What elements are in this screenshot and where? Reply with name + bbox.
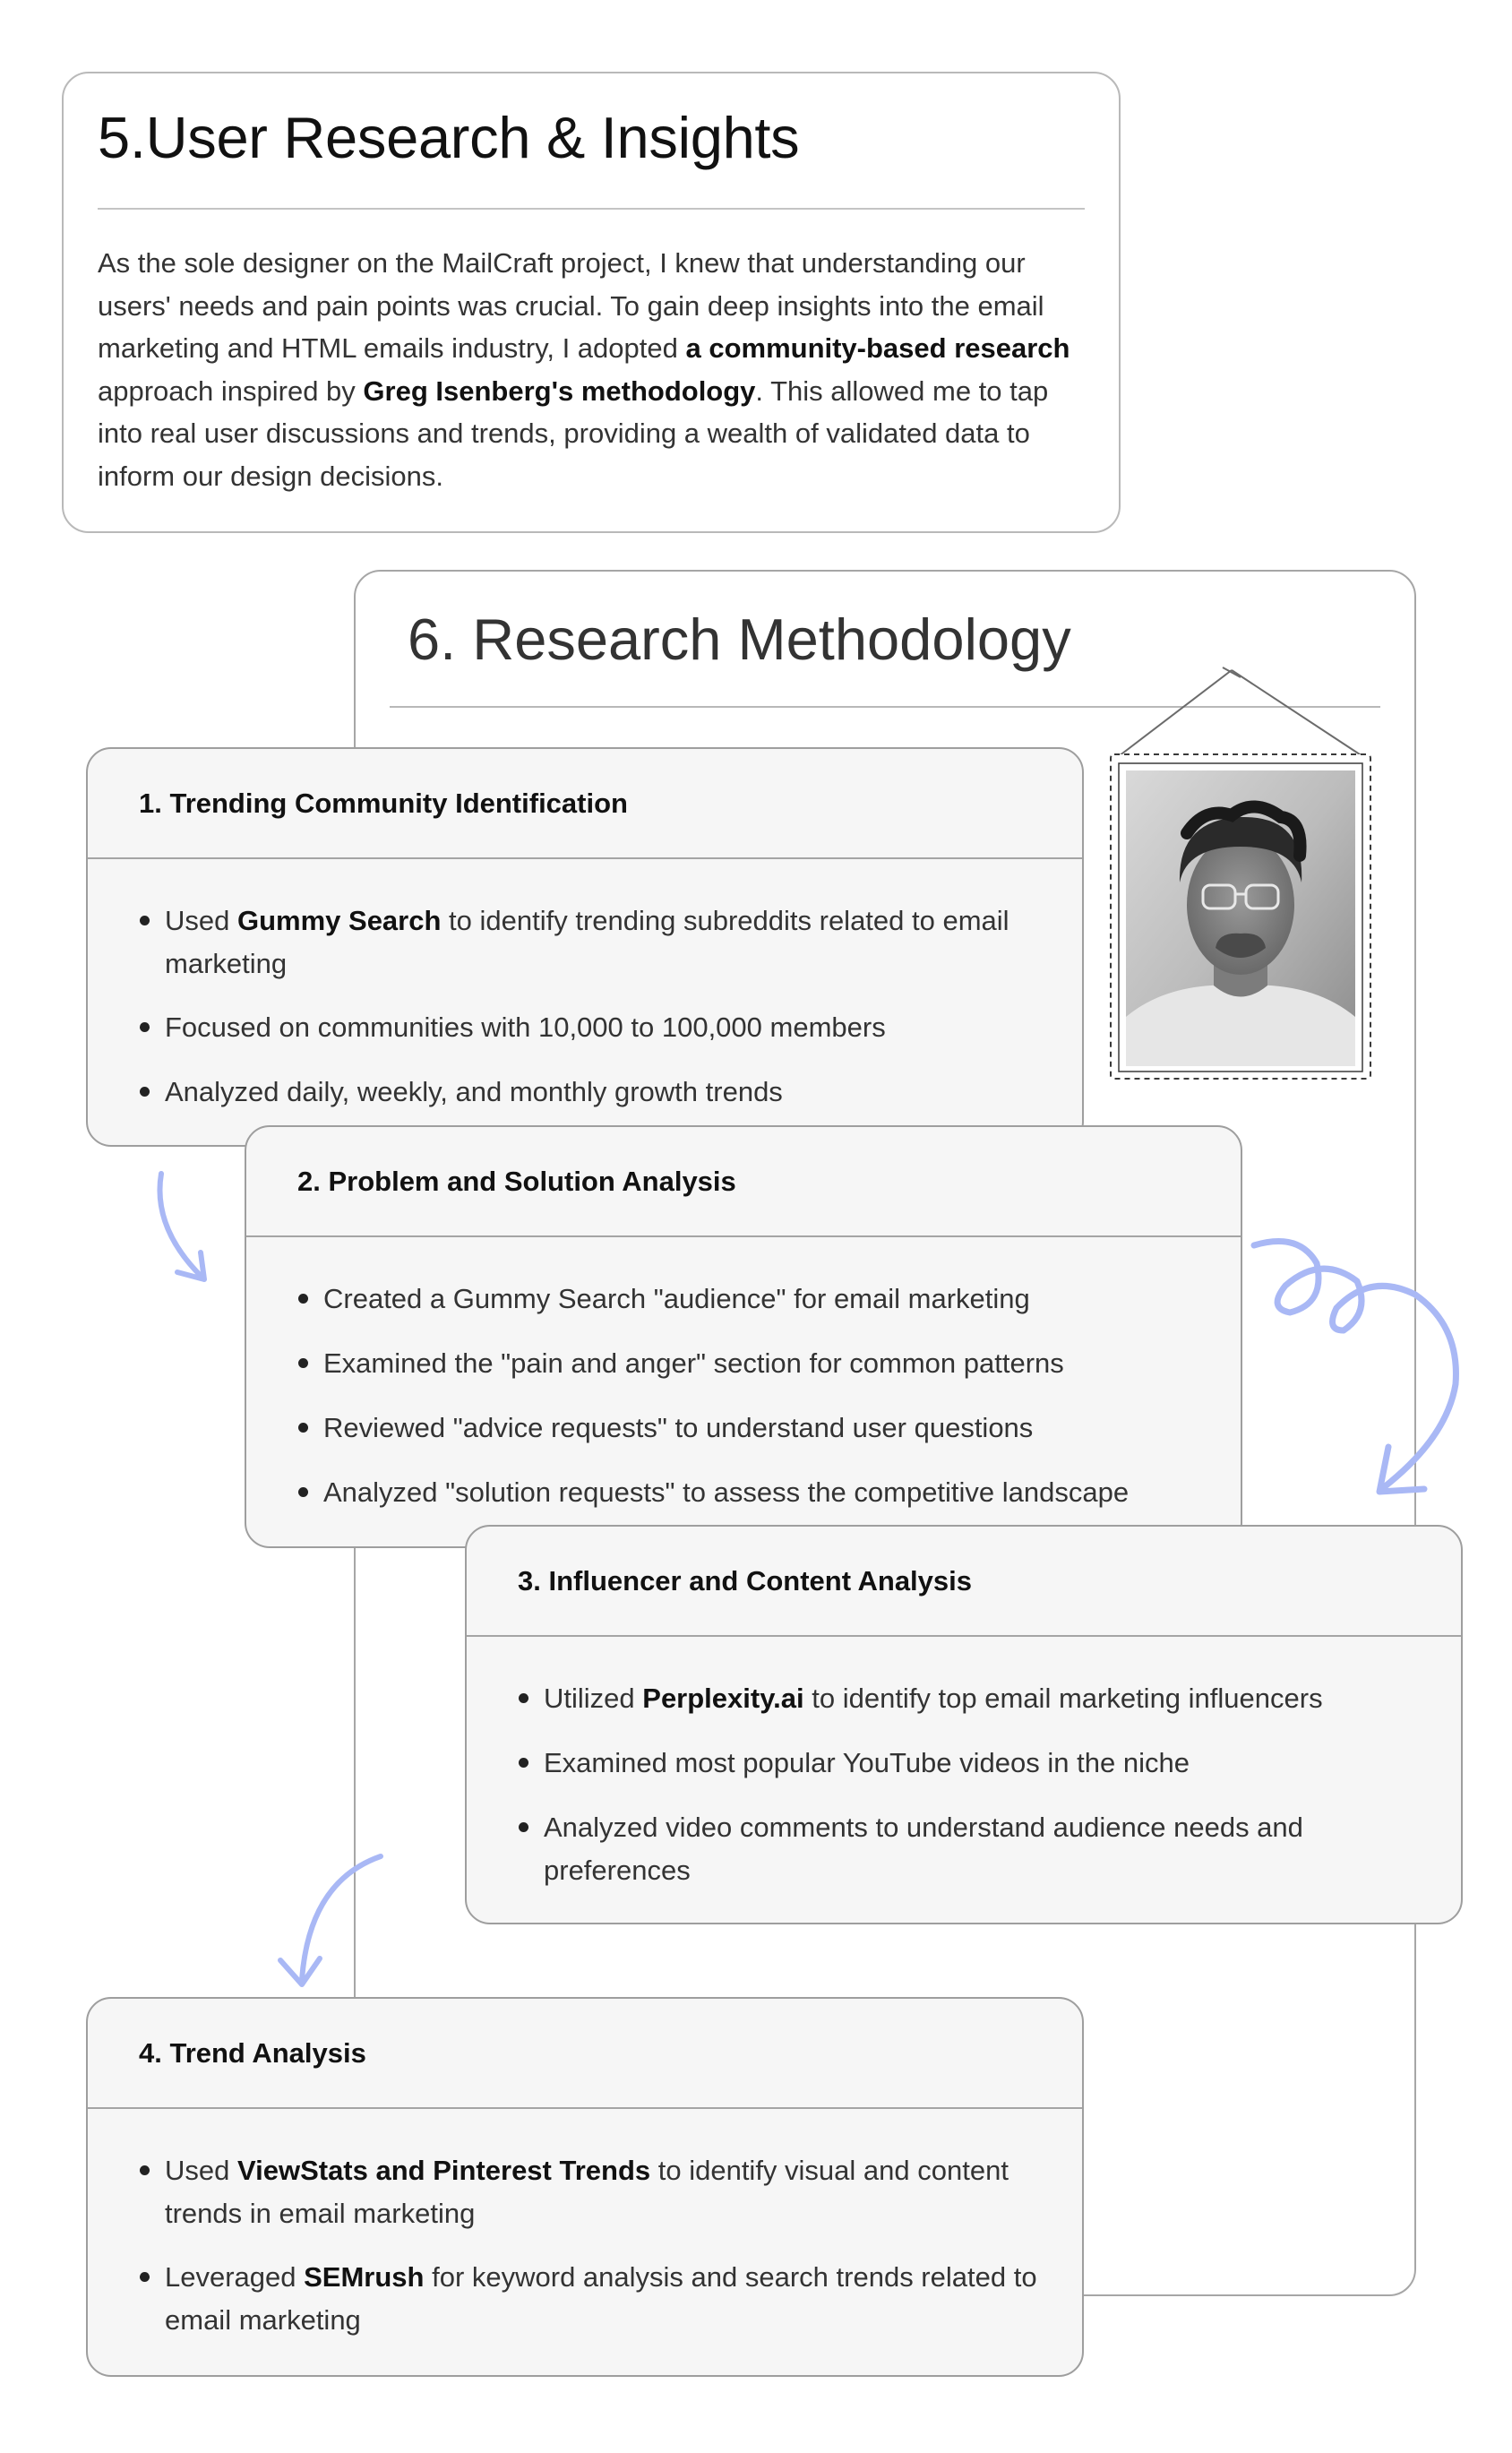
step-title: 3. Influencer and Content Analysis [467, 1527, 1461, 1637]
step-card-2 [245, 1125, 1242, 1548]
step-title: 1. Trending Community Identification [88, 749, 1082, 859]
step-card-4 [86, 1997, 1084, 2377]
list-item: Analyzed daily, weekly, and monthly growth trends [165, 1071, 1055, 1114]
step-title: 4. Trend Analysis [88, 1999, 1082, 2109]
hanging-string [1119, 667, 1362, 756]
list-item: Analyzed "solution requests" to assess the competitive landscape [323, 1471, 1214, 1514]
intro-paragraph: As the sole designer on the MailCraft project, I knew that understanding our users' needs and pain points was crucial. To gain deep insights into the email marketing and HTML emails industry, I adopted a community-based research approach inspired by Greg Isenberg's methodology. This allowed me to tap into real user discussions and trends, providing a wealth of validated data to inform our design decisions. [98, 247, 1070, 492]
hanging-portrait-frame [1097, 663, 1384, 1093]
looped-arrow-icon [1236, 1227, 1487, 1514]
list-item: Reviewed "advice requests" to understand user questions [323, 1407, 1214, 1450]
list-item: Analyzed video comments to understand audience needs and preferences [544, 1806, 1434, 1891]
divider [98, 208, 1085, 210]
list-item: Examined the "pain and anger" section for common patterns [323, 1342, 1214, 1385]
step-card-1 [86, 747, 1084, 1147]
curved-arrow-icon [264, 1846, 399, 1998]
curved-arrow-icon [134, 1165, 233, 1290]
step-card-3 [465, 1525, 1463, 1924]
section-title: 5.User Research & Insights [98, 105, 800, 170]
list-item: Utilized Perplexity.ai to identify top email marketing influencers [544, 1677, 1434, 1720]
list-item: Created a Gummy Search "audience" for email marketing [323, 1278, 1214, 1321]
list-item: Leveraged SEMrush for keyword analysis and search trends related to email marketing [165, 2256, 1055, 2341]
user-research-card [62, 72, 1121, 533]
step-title: 2. Problem and Solution Analysis [246, 1127, 1241, 1237]
list-item: Examined most popular YouTube videos in the niche [544, 1742, 1434, 1785]
section-title: 6. Research Methodology [408, 607, 1071, 672]
list-item: Used ViewStats and Pinterest Trends to identify visual and content trends in email marketing [165, 2149, 1055, 2234]
list-item: Used Gummy Search to identify trending subreddits related to email marketing [165, 899, 1055, 985]
list-item: Focused on communities with 10,000 to 100,000 members [165, 1006, 1055, 1049]
